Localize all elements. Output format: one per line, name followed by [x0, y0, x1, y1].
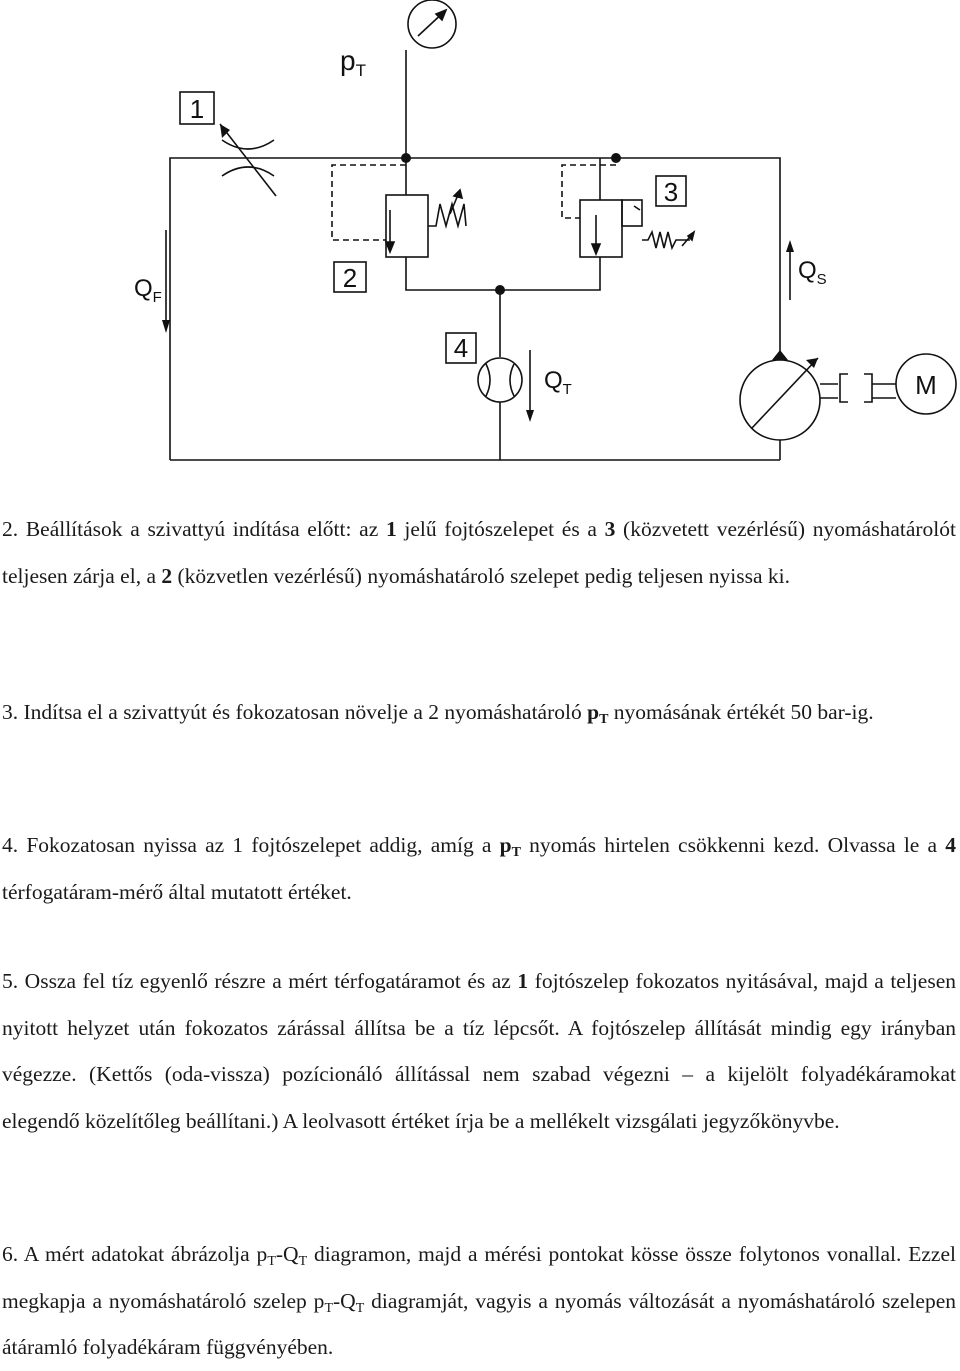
junction-dot	[611, 153, 621, 163]
QS-label: $Q_S$	[798, 257, 827, 288]
instruction-step-3: 3. Indítsa el a szivattyút és fokozatosan növelje a 2 nyomáshatároló $p_T$ nyomásának értékét 50 bar-ig.	[2, 700, 874, 727]
instruction-step-6: 6. A mért adatokat ábrázolja $p_T-Q_T$ diagramon, majd a mérési pontokat kösse össze folytonos vonallal. Ezzel megkapja a nyomáshatároló szelep $p_T-Q_T$ diagramját, vagyis a nyomás változását a nyomáshatároló szelepen átáramló folyadékáram függvényében.	[2, 1242, 956, 1359]
flowmeter-4-label: 4	[453, 333, 469, 363]
QF-label: $Q_F$	[134, 275, 162, 306]
junction-dot	[401, 153, 411, 163]
flowmeter-4-icon	[478, 358, 522, 402]
valve-2-label: 2	[342, 263, 358, 293]
pressure-relief-valve-3	[580, 200, 622, 257]
hydraulic-circuit-diagram	[0, 0, 960, 480]
motor-label: M	[915, 370, 937, 400]
valve-3-label: 3	[663, 177, 679, 207]
junction-dot	[495, 285, 505, 295]
circuit-left-line	[170, 158, 780, 460]
pT-label: $p_T$	[340, 45, 366, 80]
instruction-step-4: 4. Fokozatosan nyissa az 1 fojtószelepet addig, amíg a $p_T$ nyomás hirtelen csökkenni kezd. Olvassa le a 4 térfogatáram-mérő által mutatott értéket.	[2, 833, 957, 904]
instruction-step-5: 5. Ossza fel tíz egyenlő részre a mért térfogatáramot és az 1 fojtószelep fokozatos nyitásával, majd a teljesen nyitott helyzet után fokozatos zárással állítsa be a tíz lépcsőt. A fojtószelep állítását mindig egy irányban végezze. (Kettős (oda-vissza) pozícionáló állítással nem szabad végezni – a kijelölt folyadékáramokat elegendő közelítőleg beállítani.) A leolvasott értéket írja be a mellékelt vizsgálati jegyzőkönyvbe.	[2, 969, 956, 1133]
throttle-valve-1-icon	[222, 140, 274, 149]
valve-1-label: 1	[189, 94, 205, 124]
QT-label: $Q_T$	[544, 367, 572, 398]
instruction-step-2: 2. Beállítások a szivattyú indítása előtt: az 1 jelű fojtószelepet és a 3 (közvetett vezérlésű) nyomáshatárolót teljesen zárja el, a 2 (közvetlen vezérlésű) nyomáshatároló szelepet pedig teljesen nyissa ki.	[2, 517, 956, 588]
valve-2-spring-icon	[428, 204, 466, 226]
